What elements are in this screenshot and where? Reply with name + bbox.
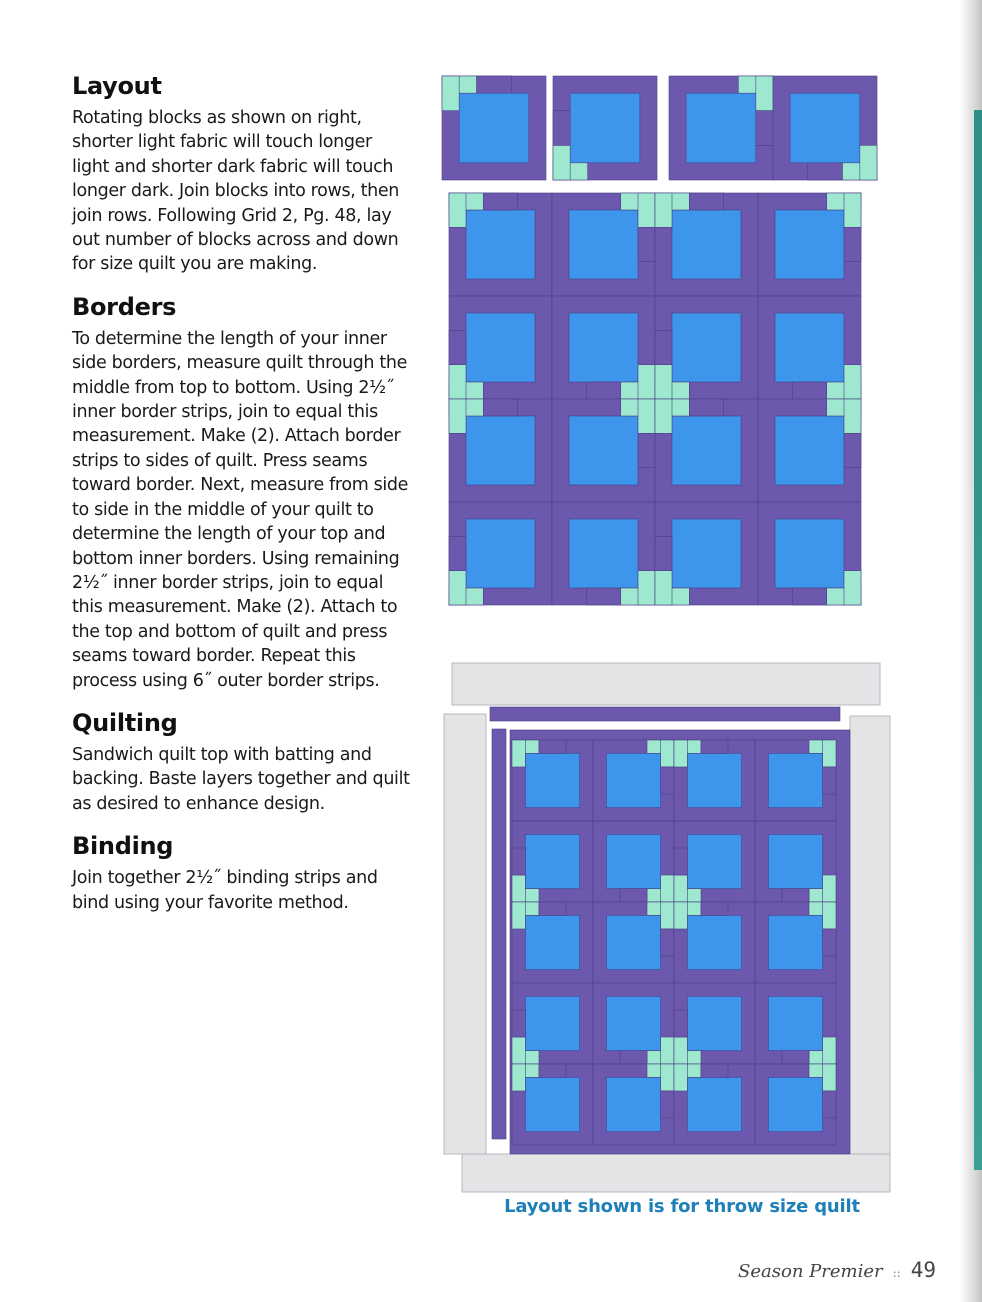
block-center — [570, 93, 640, 163]
light-strip — [655, 399, 672, 433]
block-center — [525, 1077, 579, 1131]
dark-strip — [655, 536, 672, 570]
light-strip — [655, 193, 672, 227]
inner-border-top — [490, 707, 840, 721]
light-strip — [655, 365, 672, 399]
block-center — [687, 834, 741, 888]
outer-border-right — [850, 716, 890, 1154]
block-center — [768, 915, 822, 969]
dark-strip — [539, 740, 566, 753]
block-center — [525, 915, 579, 969]
dark-strip — [792, 588, 826, 605]
footer-brand: Season Premier — [738, 1261, 883, 1282]
block-center — [459, 93, 529, 163]
block-center — [606, 753, 660, 807]
block-center — [768, 834, 822, 888]
dark-strip — [638, 227, 655, 261]
dark-strip — [844, 433, 861, 467]
light-strip — [512, 902, 525, 929]
block-center — [775, 313, 844, 382]
light-strip — [844, 193, 861, 227]
block-center — [768, 753, 822, 807]
light-strip — [442, 76, 459, 111]
dark-strip — [586, 588, 620, 605]
block-center — [466, 313, 535, 382]
block-center — [606, 915, 660, 969]
block-center — [775, 210, 844, 279]
dark-strip — [844, 227, 861, 261]
light-strip — [553, 145, 570, 180]
light-strip — [449, 399, 466, 433]
dark-strip — [689, 399, 723, 416]
block-center — [569, 416, 638, 485]
dark-strip — [661, 767, 674, 794]
dark-strip — [539, 1064, 566, 1077]
block-center — [466, 416, 535, 485]
light-strip — [449, 571, 466, 605]
dark-strip — [701, 1064, 728, 1077]
layout-text: Rotating blocks as shown on right, shorter light fabric will touch longer light and shorter dark fabric will touch longer dark. Join blocks into rows, then join rows. Following Grid 2, Pg. 48, lay out number of blocks across and down for size quilt you are making. — [72, 108, 400, 275]
light-strip — [756, 76, 773, 111]
dark-strip — [701, 740, 728, 753]
page-footer — [738, 1258, 936, 1282]
block-center — [525, 996, 579, 1050]
light-strip — [844, 399, 861, 433]
dark-strip — [808, 163, 843, 180]
dark-strip — [823, 1091, 836, 1118]
block-center — [790, 93, 860, 163]
light-strip — [661, 1064, 674, 1091]
light-strip — [661, 875, 674, 902]
dark-strip — [674, 848, 687, 875]
light-strip — [449, 193, 466, 227]
quilting-text: Sandwich quilt top with batting and backing. Baste layers together and quilt as desired to enhance design. — [72, 744, 410, 814]
block-center — [775, 416, 844, 485]
light-strip — [674, 902, 687, 929]
block-center — [687, 753, 741, 807]
light-strip — [661, 902, 674, 929]
dark-strip — [792, 382, 826, 399]
block-center — [687, 1077, 741, 1131]
light-strip — [638, 365, 655, 399]
light-strip — [638, 571, 655, 605]
dark-strip — [449, 536, 466, 570]
dark-strip — [539, 902, 566, 915]
dark-strip — [477, 76, 512, 93]
block-center — [606, 1077, 660, 1131]
dark-strip — [701, 902, 728, 915]
dark-strip — [782, 1051, 809, 1064]
block-center — [686, 93, 756, 163]
block-center — [672, 313, 741, 382]
outer-border-left — [444, 714, 486, 1154]
block-center — [768, 1077, 822, 1131]
block-center — [606, 996, 660, 1050]
dark-strip — [782, 889, 809, 902]
dark-strip — [483, 399, 517, 416]
dark-strip — [449, 330, 466, 364]
block-center — [768, 996, 822, 1050]
block-center — [525, 753, 579, 807]
block-center — [466, 210, 535, 279]
light-strip — [823, 1037, 836, 1064]
light-strip — [844, 365, 861, 399]
light-strip — [674, 1037, 687, 1064]
dark-strip — [620, 889, 647, 902]
light-strip — [823, 902, 836, 929]
light-strip — [823, 1064, 836, 1091]
dark-strip — [661, 1091, 674, 1118]
block-center — [569, 313, 638, 382]
dark-strip — [823, 929, 836, 956]
dark-strip — [512, 848, 525, 875]
block-center — [687, 915, 741, 969]
page-number: 49 — [910, 1258, 936, 1282]
binding-heading: Binding — [72, 832, 174, 861]
light-strip — [661, 740, 674, 767]
block-center — [672, 210, 741, 279]
footer-separator: :: — [892, 1266, 901, 1280]
dark-strip — [823, 767, 836, 794]
block-center — [525, 834, 579, 888]
light-strip — [860, 145, 877, 180]
borders-heading: Borders — [72, 292, 177, 321]
borders-text: To determine the length of your inner side borders, measure quilt through the middle from top to bottom. Using 2½˝ inner border strips, join to equal this measurement. Make (2). Attach border strips to sides of quilt. Press seams toward border. Next, measure from side to side in the middle of your quilt to determine the length of your top and bottom inner borders. Using remaining 2½˝ inner border strips, join to equal this measurement. Make (2). Attach to the top and bottom of quilt and press seams toward border. Repeat this process using 6˝ outer border strips. — [72, 328, 409, 691]
dark-strip — [638, 433, 655, 467]
light-strip — [823, 875, 836, 902]
dark-strip — [586, 382, 620, 399]
light-strip — [449, 365, 466, 399]
light-strip — [823, 740, 836, 767]
outer-border-bottom — [462, 1154, 890, 1192]
light-strip — [638, 399, 655, 433]
light-strip — [638, 193, 655, 227]
block-center — [606, 834, 660, 888]
block-center — [569, 210, 638, 279]
block-center — [672, 519, 741, 588]
dark-strip — [512, 1010, 525, 1037]
block-center — [775, 519, 844, 588]
binding-text: Join together 2½˝ binding strips and bind using your favorite method. — [72, 868, 378, 913]
light-strip — [512, 740, 525, 767]
dark-strip — [661, 929, 674, 956]
light-strip — [512, 1037, 525, 1064]
light-strip — [674, 1064, 687, 1091]
light-strip — [674, 875, 687, 902]
dark-strip — [620, 1051, 647, 1064]
light-strip — [512, 875, 525, 902]
light-strip — [661, 1037, 674, 1064]
inner-border-left — [492, 729, 506, 1139]
light-strip — [674, 740, 687, 767]
dark-strip — [674, 1010, 687, 1037]
dark-strip — [689, 193, 723, 210]
figure-caption: Layout shown is for throw size quilt — [504, 1196, 860, 1217]
dark-strip — [756, 111, 773, 146]
dark-strip — [553, 111, 570, 146]
light-strip — [655, 571, 672, 605]
outer-border-top — [452, 663, 880, 705]
quilting-heading: Quilting — [72, 708, 178, 737]
layout-heading: Layout — [72, 72, 162, 100]
block-center — [466, 519, 535, 588]
block-center — [672, 416, 741, 485]
block-center — [687, 996, 741, 1050]
light-strip — [844, 571, 861, 605]
dark-strip — [655, 330, 672, 364]
block-center — [569, 519, 638, 588]
light-strip — [512, 1064, 525, 1091]
dark-strip — [483, 193, 517, 210]
